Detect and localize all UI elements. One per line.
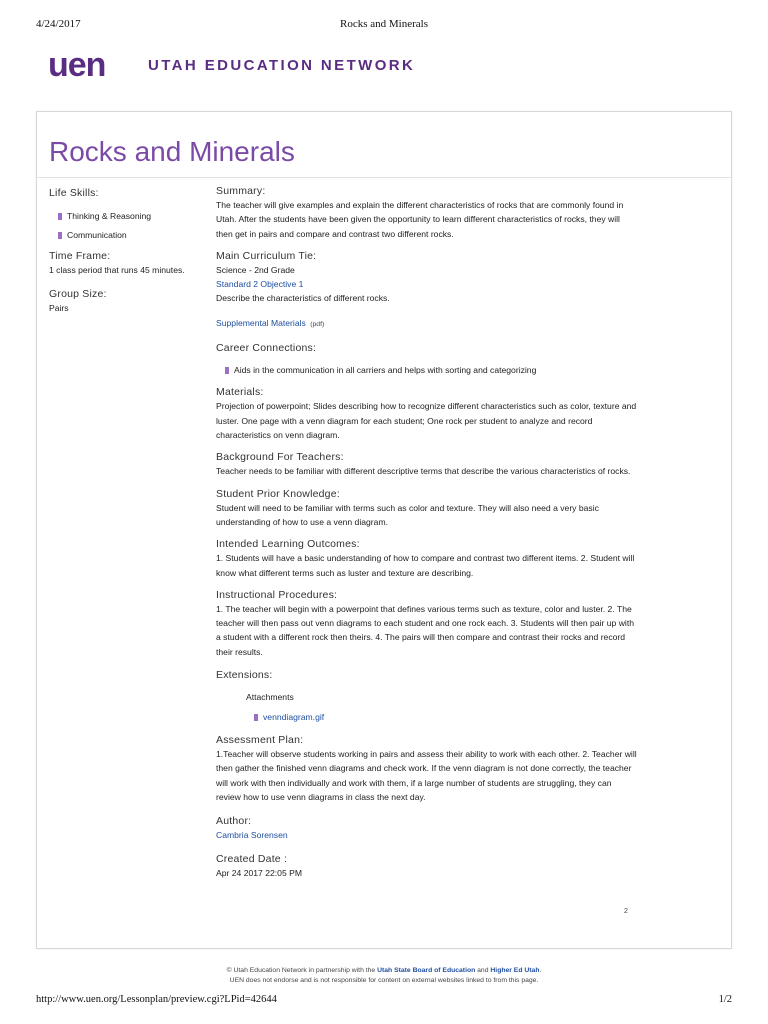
title-divider bbox=[37, 177, 731, 178]
procedures-line: 1. The teacher will begin with a powerpoint that defines various terms such as texture, color and luster. 2. The bbox=[216, 603, 632, 614]
group-size-label: Group Size: bbox=[49, 288, 107, 301]
materials-label: Materials: bbox=[216, 386, 264, 399]
outcomes-line: know what different terms such as luster and texture are describing. bbox=[216, 567, 474, 578]
supplemental-materials-link[interactable]: Supplemental Materials bbox=[216, 318, 306, 329]
brand-name: UTAH EDUCATION NETWORK bbox=[148, 56, 416, 74]
materials-line: Projection of powerpoint; Slides describing how to recognize different characteristics such as color, texture and bbox=[216, 401, 637, 412]
career-label: Career Connections: bbox=[216, 342, 317, 355]
list-item bbox=[216, 364, 644, 377]
materials-line: luster. One page with a venn diagram for each student; One rock per student to analyze and record bbox=[216, 415, 593, 426]
site-header[interactable] bbox=[48, 48, 415, 82]
procedures-line: their results. bbox=[216, 646, 263, 657]
page-title: Rocks and Minerals bbox=[49, 136, 295, 167]
footer-text: © Utah Education Network in partnership with the bbox=[226, 967, 378, 974]
time-frame-label: Time Frame: bbox=[49, 250, 111, 262]
procedures-line: a student with a different rock then theirs. 4. The pairs will then compare and contrast their rocks and record bbox=[216, 632, 626, 643]
summary-line: Utah. After the students have been given the opportunity to learn different characteristics of rocks, they will bbox=[216, 214, 620, 225]
life-skills-list bbox=[49, 210, 209, 242]
footer-line-1 bbox=[0, 966, 768, 976]
attachments-label: Attachments bbox=[246, 692, 294, 703]
higher-ed-utah-link[interactable]: Higher Ed Utah bbox=[490, 967, 540, 974]
background-line: Teacher needs to be familiar with different descriptive terms that describe the various characteristics of rocks. bbox=[216, 466, 631, 477]
list-item bbox=[49, 229, 209, 242]
author-label: Author: bbox=[216, 815, 252, 828]
attachments-list bbox=[216, 711, 644, 724]
assessment-line: then gather the finished venn diagrams and check work. If the venn diagram is not done correctly, the teacher bbox=[216, 763, 632, 774]
author-link[interactable]: Cambria Sorensen bbox=[216, 830, 288, 841]
life-skill: Thinking & Reasoning bbox=[67, 211, 152, 221]
bullet-icon bbox=[225, 367, 229, 374]
bullet-icon bbox=[254, 714, 258, 721]
extensions-label: Extensions: bbox=[216, 669, 273, 682]
career-item: Aids in the communication in all carriers and helps with sorting and categorizing bbox=[234, 365, 537, 376]
print-page-count: 1/2 bbox=[718, 994, 732, 1005]
lesson-main bbox=[216, 185, 644, 881]
svg-text:uen: uen bbox=[48, 48, 106, 82]
print-header bbox=[36, 18, 732, 32]
career-list bbox=[216, 364, 644, 377]
materials-line: characteristics on venn diagram. bbox=[216, 430, 340, 441]
bullet-icon bbox=[58, 232, 62, 239]
life-skill: Communication bbox=[67, 230, 127, 240]
prior-knowledge-line: understanding of how to use a venn diagram. bbox=[216, 516, 388, 527]
summary-line: The teacher will give examples and explain the different characteristics of rocks that are commonly found in bbox=[216, 200, 624, 210]
lesson-sidebar bbox=[49, 187, 209, 316]
life-skills-label: Life Skills: bbox=[49, 187, 99, 199]
summary-label: Summary: bbox=[216, 185, 266, 197]
procedures-line: teacher will then pass out venn diagrams to each student and one rock each. 3. Students will then pair up with bbox=[216, 618, 635, 629]
assessment-label: Assessment Plan: bbox=[216, 734, 304, 747]
curriculum-description: Describe the characteristics of different rocks. bbox=[216, 293, 390, 304]
usbe-link[interactable]: Utah State Board of Education bbox=[377, 967, 476, 974]
attachment-link[interactable]: venndiagram.gif bbox=[263, 712, 325, 723]
assessment-line: will work with then individually and work with them, if a large number of students are struggling, they can bbox=[216, 777, 612, 788]
print-date: 4/24/2017 bbox=[36, 18, 81, 30]
outcomes-label: Intended Learning Outcomes: bbox=[216, 538, 360, 551]
prior-knowledge-label: Student Prior Knowledge: bbox=[216, 487, 340, 500]
pdf-note: (pdf) bbox=[310, 321, 325, 329]
assessment-line: review how to use venn diagrams in class the next day. bbox=[216, 791, 426, 802]
created-date-value: Apr 24 2017 22:05 PM bbox=[216, 868, 302, 879]
group-size-value: Pairs bbox=[49, 303, 69, 314]
prior-knowledge-line: Student will need to be familiar with terms such as color and texture. They will also need a very basic bbox=[216, 502, 599, 513]
attachment-item[interactable] bbox=[216, 711, 644, 724]
footer-text: and bbox=[475, 967, 491, 974]
curriculum-standard-link[interactable]: Standard 2 Objective 1 bbox=[216, 279, 304, 290]
print-title: Rocks and Minerals bbox=[340, 18, 428, 30]
curriculum-subject: Science - 2nd Grade bbox=[216, 264, 295, 275]
bullet-icon bbox=[58, 213, 62, 220]
summary-line: then get in pairs and compare and contrast two different rocks. bbox=[216, 228, 454, 239]
uen-logo[interactable] bbox=[48, 48, 126, 82]
outcomes-line: 1. Students will have a basic understanding of how to compare and contrast two different items. 2. Student will bbox=[216, 553, 635, 564]
curriculum-label: Main Curriculum Tie: bbox=[216, 249, 317, 262]
created-date-label: Created Date : bbox=[216, 853, 288, 866]
print-url: http://www.uen.org/Lessonplan/preview.cgi?LPid=42644 bbox=[36, 994, 277, 1005]
time-frame-value: 1 class period that runs 45 minutes. bbox=[49, 265, 185, 275]
print-footer bbox=[36, 994, 732, 1008]
footer-text: . bbox=[539, 967, 542, 974]
assessment-line: 1.Teacher will observe students working in pairs and assess their ability to work with each other. 2. Teacher will bbox=[216, 749, 637, 760]
site-footer bbox=[0, 966, 768, 986]
footer-line-2: UEN does not endorse and is not responsible for content on external websites linked to from this page. bbox=[229, 977, 539, 984]
list-item bbox=[49, 210, 209, 223]
background-label: Background For Teachers: bbox=[216, 451, 344, 464]
procedures-label: Instructional Procedures: bbox=[216, 588, 338, 601]
page-number: 2 bbox=[624, 908, 628, 915]
supplemental-row bbox=[216, 315, 644, 332]
